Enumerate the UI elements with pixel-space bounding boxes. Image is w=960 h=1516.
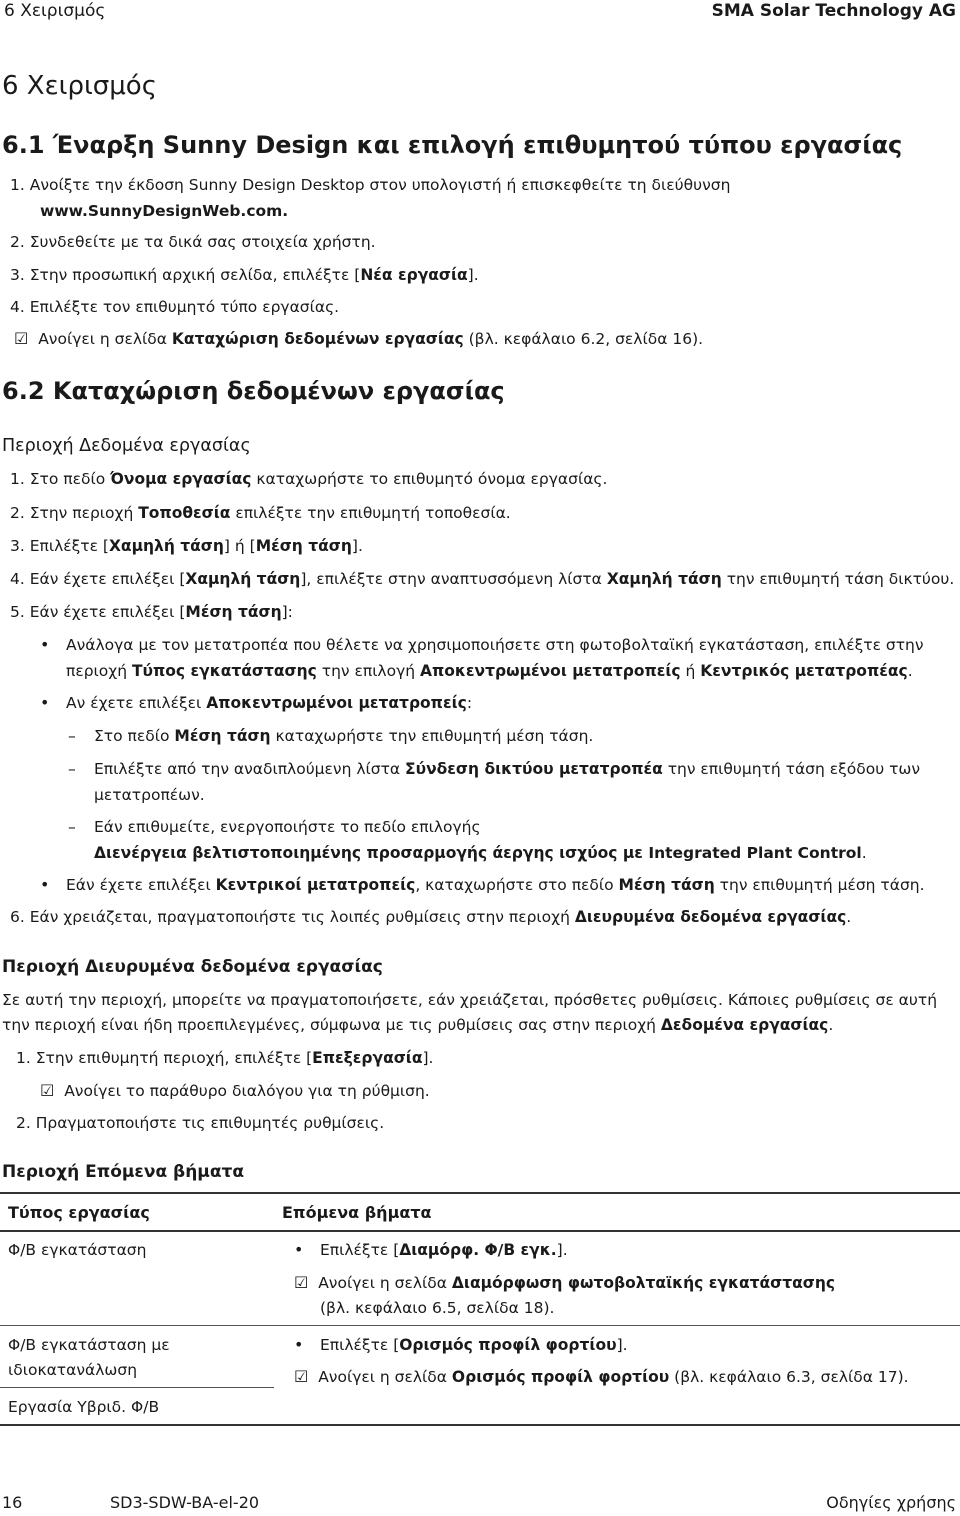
list-item-5: 5. Εάν έχετε επιλέξει [Μέση τάση]: bbox=[10, 603, 293, 621]
bullet-central: • Εάν έχετε επιλέξει Κεντρικοί μετατροπείς, καταχωρήστε στο πεδίο Μέση τάση την επιθυμητή μέση τάση. bbox=[66, 874, 925, 896]
subsection-project-data: Περιοχή Δεδομένα εργασίας bbox=[2, 436, 251, 456]
running-header-chapter: 6 Χειρισμός bbox=[4, 1, 106, 21]
step-1-url: www.SunnyDesignWeb.com. bbox=[40, 202, 289, 220]
checkbox-icon: ☑ bbox=[14, 329, 29, 348]
extended-result: ☑ Ανοίγει το παράθυρο διαλόγου για τη ρύθμιση. bbox=[40, 1081, 430, 1100]
table-row-1-type: Φ/Β εγκατάσταση bbox=[8, 1241, 147, 1259]
table-row-3-type: Εργασία Υβριδ. Φ/Β bbox=[8, 1398, 160, 1416]
bullet-decentral: • Αν έχετε επιλέξει Αποκεντρωμένοι μετατροπείς: bbox=[66, 692, 472, 714]
list-item-2: 2. Στην περιοχή Τοποθεσία επιλέξτε την επιθυμητή τοποθεσία. bbox=[10, 504, 511, 522]
dash-ipc-checkbox-cont: Διενέργεια βελτιστοποιημένης προσαρμογής άεργης ισχύος με Integrated Plant Control. bbox=[94, 844, 867, 862]
step-result: ☑ Ανοίγει η σελίδα Καταχώριση δεδομένων εργασίας (βλ. κεφάλαιο 6.2, σελίδα 16). bbox=[14, 329, 704, 348]
table-header-type: Τύπος εργασίας bbox=[8, 1203, 150, 1222]
dash-medium-voltage: – Στο πεδίο Μέση τάση καταχωρήστε την επιθυμητή μέση τάση. bbox=[94, 725, 593, 747]
footer-doc-type: Οδηγίες χρήσης bbox=[826, 1493, 956, 1512]
section-6-2-title: 6.2 Καταχώριση δεδομένων εργασίας bbox=[2, 377, 505, 405]
dash-ipc-checkbox: – Εάν επιθυμείτε, ενεργοποιήστε το πεδίο επιλογής bbox=[94, 816, 481, 838]
chapter-title: 6 Χειρισμός bbox=[2, 71, 157, 101]
bullet-inverter-type-cont: περιοχή Τύπος εγκατάστασης την επιλογή Αποκεντρωμένοι μετατροπείς ή Κεντρικός μετατροπέας. bbox=[66, 662, 913, 680]
step-2: 2. Συνδεθείτε με τα δικά σας στοιχεία χρήστη. bbox=[10, 233, 376, 251]
list-item-6: 6. Εάν χρειάζεται, πραγματοποιήστε τις λοιπές ρυθμίσεις στην περιοχή Διευρυμένα δεδομένα εργασίας. bbox=[10, 908, 852, 926]
footer-page-number: 16 bbox=[2, 1493, 23, 1512]
table-row-1-result-cont: (βλ. κεφάλαιο 6.5, σελίδα 18). bbox=[320, 1299, 555, 1317]
table-row-1-result: ☑ Ανοίγει η σελίδα Διαμόρφωση φωτοβολταϊκής εγκατάστασης bbox=[294, 1273, 836, 1292]
extended-step-2: 2. Πραγματοποιήστε τις επιθυμητές ρυθμίσεις. bbox=[16, 1114, 385, 1132]
subsection-next-steps: Περιοχή Επόμενα βήματα bbox=[2, 1162, 245, 1182]
table-row-rule-2 bbox=[0, 1387, 274, 1388]
table-row-2-type-cont: ιδιοκατανάλωση bbox=[8, 1361, 138, 1379]
section-6-1-title: 6.1 Έναρξη Sunny Design και επιλογή επιθυμητού τύπου εργασίας bbox=[2, 131, 903, 159]
table-header-rule bbox=[0, 1230, 960, 1232]
table-bottom-rule bbox=[0, 1424, 960, 1426]
list-item-1: 1. Στο πεδίο Όνομα εργασίας καταχωρήστε το επιθυμητό όνομα εργασίας. bbox=[10, 470, 608, 488]
table-row-rule-1 bbox=[0, 1325, 960, 1326]
footer-doc-id: SD3-SDW-BA-el-20 bbox=[110, 1493, 260, 1512]
dash-grid-connection: – Επιλέξτε από την αναδιπλούμενη λίστα Σύνδεση δικτύου μετατροπέα την επιθυμητή τάση εξόδου των bbox=[94, 758, 920, 780]
checkbox-icon: ☑ bbox=[294, 1273, 309, 1292]
extended-step-1: 1. Στην επιθυμητή περιοχή, επιλέξτε [Επεξεργασία]. bbox=[16, 1049, 434, 1067]
bullet-inverter-type: • Ανάλογα με τον μετατροπέα που θέλετε να χρησιμοποιήσετε στη φωτοβολταϊκή εγκατάσταση, επιλέξτε στην bbox=[66, 634, 924, 656]
table-row-1-step: • Επιλέξτε [Διαμόρφ. Φ/Β εγκ.]. bbox=[320, 1239, 568, 1261]
subsection-extended-data: Περιοχή Διευρυμένα δεδομένα εργασίας bbox=[2, 957, 383, 977]
table-header-steps: Επόμενα βήματα bbox=[282, 1203, 432, 1222]
running-header-company: SMA Solar Technology AG bbox=[711, 1, 956, 21]
table-top-rule bbox=[0, 1192, 960, 1194]
table-row-2-type: Φ/Β εγκατάσταση με bbox=[8, 1336, 170, 1354]
extended-paragraph-line1: Σε αυτή την περιοχή, μπορείτε να πραγματοποιήσετε, εάν χρειάζεται, πρόσθετες ρυθμίσεις. Κάποιες ρυθμίσεις σε αυτή bbox=[2, 991, 938, 1009]
dash-grid-connection-cont: μετατροπέων. bbox=[94, 786, 205, 804]
checkbox-icon: ☑ bbox=[40, 1081, 55, 1100]
step-4: 4. Επιλέξτε τον επιθυμητό τύπο εργασίας. bbox=[10, 298, 340, 316]
table-row-2-result: ☑ Ανοίγει η σελίδα Ορισμός προφίλ φορτίου (βλ. κεφάλαιο 6.3, σελίδα 17). bbox=[294, 1367, 909, 1386]
step-1: 1. Ανοίξτε την έκδοση Sunny Design Desktop στον υπολογιστή ή επισκεφθείτε τη διεύθυνση bbox=[10, 176, 731, 194]
step-3: 3. Στην προσωπική αρχική σελίδα, επιλέξτε [Νέα εργασία]. bbox=[10, 266, 479, 284]
list-item-4: 4. Εάν έχετε επιλέξει [Χαμηλή τάση], επιλέξτε στην αναπτυσσόμενη λίστα Χαμηλή τάση την επιθυμητή τάση δικτύου. bbox=[10, 570, 955, 588]
checkbox-icon: ☑ bbox=[294, 1367, 309, 1386]
table-row-2-step: • Επιλέξτε [Ορισμός προφίλ φορτίου]. bbox=[320, 1334, 628, 1356]
extended-paragraph-line2: την περιοχή είναι ήδη προεπιλεγμένες, σύμφωνα με τις ρυθμίσεις σας στην περιοχή Δεδομένα εργασίας. bbox=[2, 1016, 834, 1034]
list-item-3: 3. Επιλέξτε [Χαμηλή τάση] ή [Μέση τάση]. bbox=[10, 537, 363, 555]
